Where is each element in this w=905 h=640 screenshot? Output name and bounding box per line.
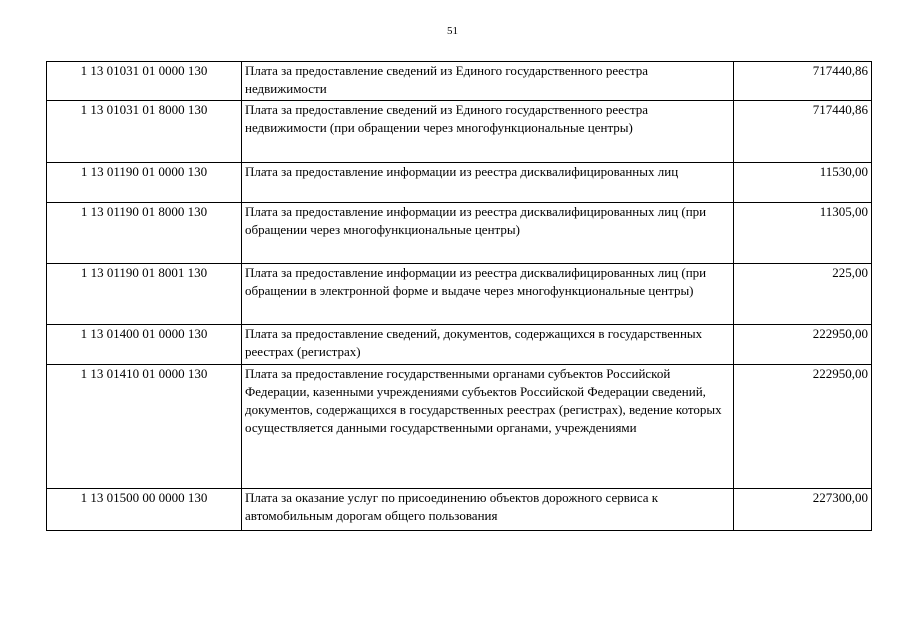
page-number: 51: [447, 25, 458, 37]
revenue-description: Плата за предоставление информации из реестра дисквалифицированных лиц: [242, 163, 734, 203]
table-row: [47, 325, 872, 365]
revenue-amount: 717440,86: [734, 62, 872, 101]
revenue-amount: 11530,00: [734, 163, 872, 203]
revenue-code: 1 13 01410 01 0000 130: [47, 365, 242, 489]
revenue-code: 1 13 01190 01 0000 130: [47, 163, 242, 203]
revenue-description: Плата за предоставление информации из реестра дисквалифицированных лиц (при обращении в электронной форме и выдаче через многофункциональные центры): [242, 264, 734, 325]
revenue-code: 1 13 01190 01 8000 130: [47, 203, 242, 264]
revenue-description: Плата за предоставление сведений из Единого государственного реестра недвижимости (при обращении через многофункциональные центры): [242, 101, 734, 163]
revenue-description: Плата за оказание услуг по присоединению объектов дорожного сервиса к автомобильным дорогам общего пользования: [242, 489, 734, 531]
revenue-code: 1 13 01500 00 0000 130: [47, 489, 242, 531]
table-row: [47, 365, 872, 489]
revenue-table: [46, 61, 872, 531]
revenue-code: 1 13 01400 01 0000 130: [47, 325, 242, 365]
revenue-code: 1 13 01031 01 8000 130: [47, 101, 242, 163]
revenue-description: Плата за предоставление сведений из Единого государственного реестра недвижимости: [242, 62, 734, 101]
revenue-amount: 222950,00: [734, 325, 872, 365]
revenue-amount: 225,00: [734, 264, 872, 325]
revenue-description: Плата за предоставление сведений, документов, содержащихся в государственных реестрах (регистрах): [242, 325, 734, 365]
table-row: [47, 163, 872, 203]
revenue-amount: 227300,00: [734, 489, 872, 531]
revenue-amount: 222950,00: [734, 365, 872, 489]
revenue-amount: 11305,00: [734, 203, 872, 264]
table-row: [47, 101, 872, 163]
revenue-amount: 717440,86: [734, 101, 872, 163]
revenue-code: 1 13 01031 01 0000 130: [47, 62, 242, 101]
table-row: [47, 62, 872, 101]
table-row: [47, 489, 872, 531]
table-row: [47, 203, 872, 264]
revenue-description: Плата за предоставление информации из реестра дисквалифицированных лиц (при обращении через многофункциональные центры): [242, 203, 734, 264]
revenue-code: 1 13 01190 01 8001 130: [47, 264, 242, 325]
table-row: [47, 264, 872, 325]
revenue-description: Плата за предоставление государственными органами субъектов Российской Федерации, казенными учреждениями субъектов Российской Федерации сведений, документов, содержащихся в государственных реестрах (регистрах), ведение которых осуществляется данными государственными органами, учреждениями: [242, 365, 734, 489]
